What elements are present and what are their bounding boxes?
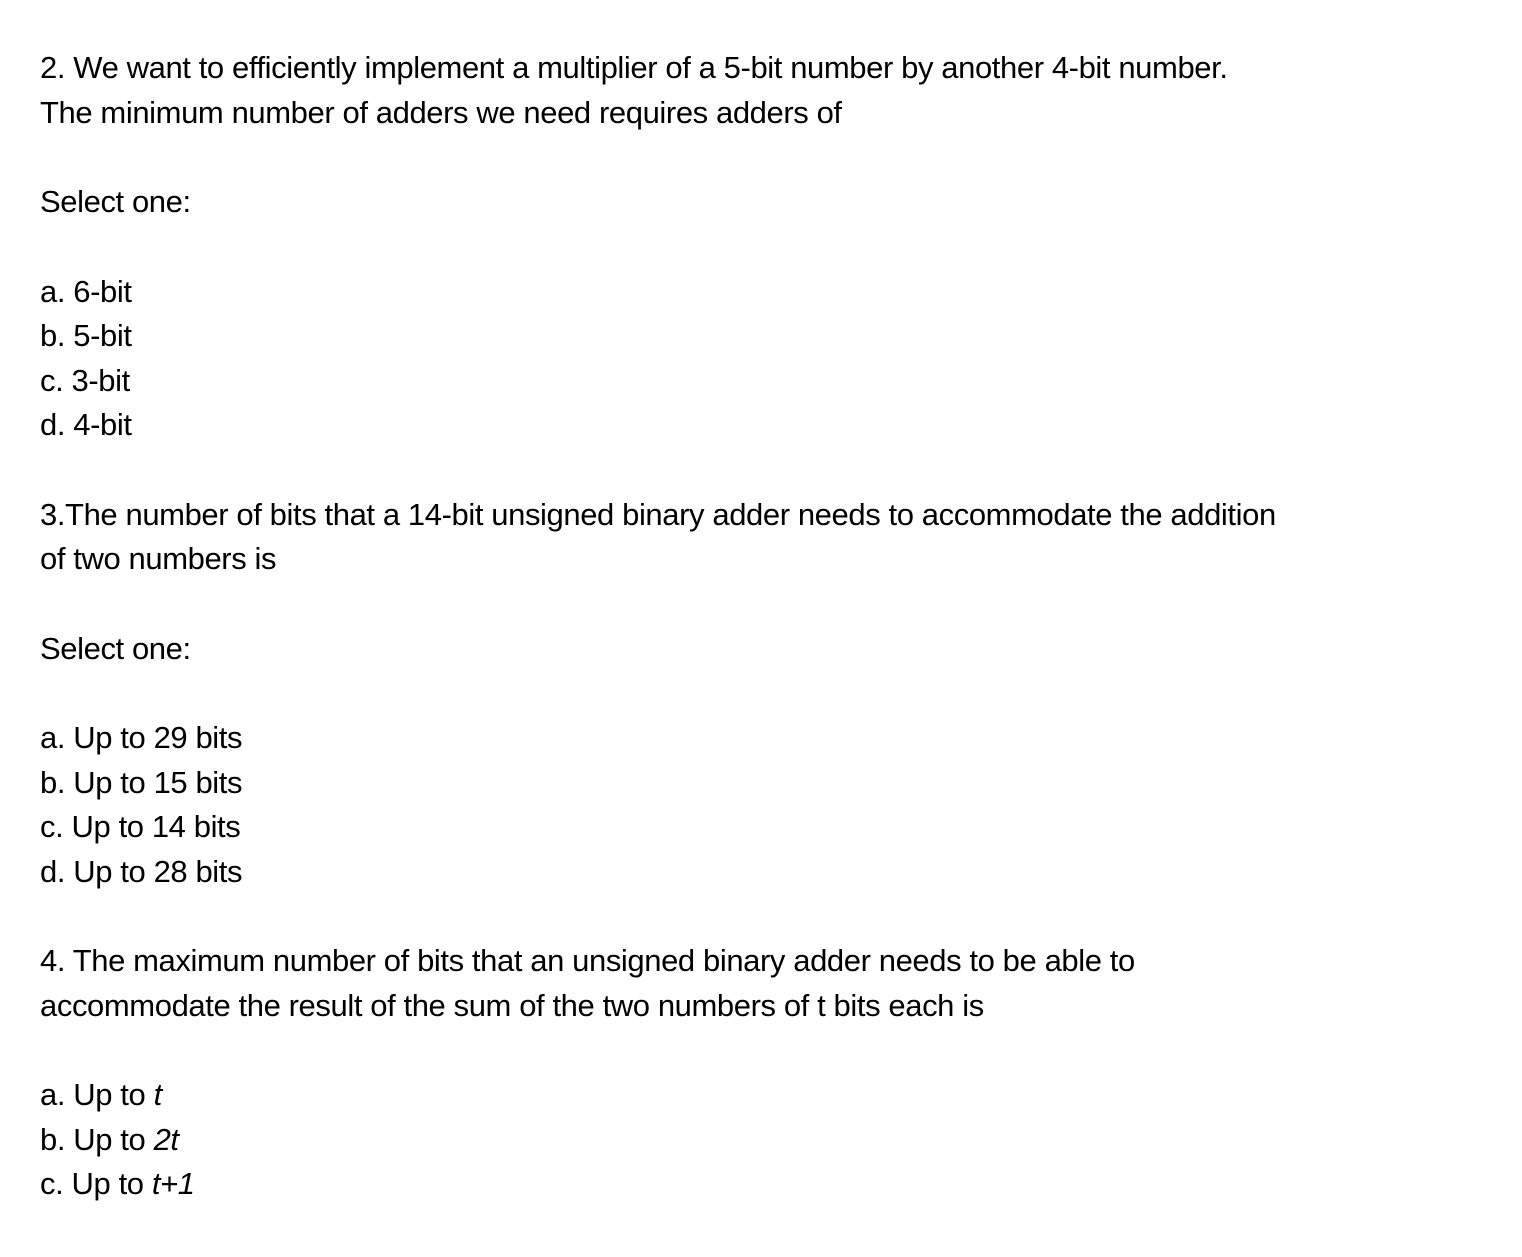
question-3-option-c: c. Up to 14 bits <box>40 809 241 844</box>
question-4-line-2: accommodate the result of the sum of the two numbers of t bits each is <box>40 987 984 1023</box>
question-2-option-a: a. 6-bit <box>40 273 132 309</box>
question-4-option-b-prefix: b. Up to <box>40 1121 154 1157</box>
question-2-option-c: c. 3-bit <box>40 362 130 398</box>
question-2-option-b: b. 5-bit <box>40 318 132 353</box>
question-3-option-b: b. Up to 15 bits <box>40 764 243 800</box>
question-3-options <box>40 716 1490 894</box>
question-2 <box>40 46 1490 448</box>
question-4-option-b-variable: 2t <box>153 1121 179 1157</box>
question-4-options <box>40 1073 1490 1207</box>
question-2-line-2: The minimum number of adders we need requires adders of <box>40 94 842 130</box>
question-2-select-label: Select one: <box>40 184 191 219</box>
question-4-option-c-variable: t+1 <box>151 1166 195 1201</box>
question-2-options <box>40 270 1490 448</box>
question-3-select-label: Select one: <box>40 630 191 666</box>
question-2-line-1: 2. We want to efficiently implement a multiplier of a 5-bit number by another 4-bit number. <box>40 50 1228 85</box>
question-4-line-1: 4. The maximum number of bits that an unsigned binary adder needs to be able to <box>40 943 1135 978</box>
question-3 <box>40 493 1490 895</box>
question-3-line-1: 3.The number of bits that a 14-bit unsigned binary adder needs to accommodate the addition <box>40 496 1276 532</box>
document-page <box>40 46 1490 1207</box>
question-4-option-a <box>40 1073 1490 1118</box>
question-3-line-2: of two numbers is <box>40 541 277 576</box>
question-2-option-d: d. 4-bit <box>40 407 132 442</box>
question-4-option-c <box>40 1162 1490 1207</box>
question-3-option-d: d. Up to 28 bits <box>40 853 243 889</box>
question-4 <box>40 939 1490 1207</box>
question-4-option-b <box>40 1118 1490 1163</box>
question-4-option-a-variable: t <box>153 1077 162 1112</box>
question-3-option-a: a. Up to 29 bits <box>40 720 243 755</box>
question-4-option-c-prefix: c. Up to <box>40 1166 152 1201</box>
question-4-option-a-prefix: a. Up to <box>40 1077 154 1112</box>
